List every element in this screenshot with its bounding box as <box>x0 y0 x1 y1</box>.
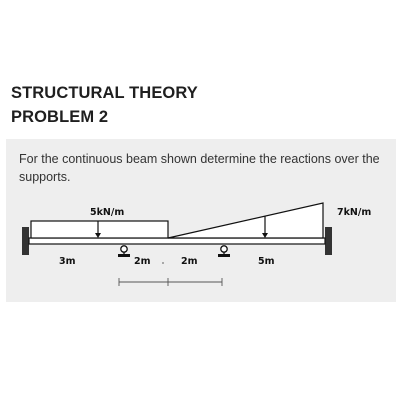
hinge-dot <box>162 262 164 264</box>
problem-statement: For the continuous beam shown determine the reactions over the supports. <box>19 152 380 184</box>
pin-support-1 <box>118 246 130 257</box>
span-label-2: 2m <box>134 256 151 267</box>
load-label-right: 7kN/m <box>337 207 372 218</box>
left-fixed-support <box>22 227 29 255</box>
dimension-line <box>119 278 222 286</box>
triangular-load <box>168 203 323 238</box>
right-fixed-support <box>325 227 332 255</box>
title-line-2: PROBLEM 2 <box>11 108 109 126</box>
beam <box>29 238 325 244</box>
span-label-4: 5m <box>258 256 275 267</box>
load-label-left: 5kN/m <box>90 207 125 218</box>
pin-support-2 <box>218 246 230 257</box>
span-label-3: 2m <box>181 256 198 267</box>
span-label-1: 3m <box>59 256 76 267</box>
title-line-1: STRUCTURAL THEORY <box>11 84 198 102</box>
